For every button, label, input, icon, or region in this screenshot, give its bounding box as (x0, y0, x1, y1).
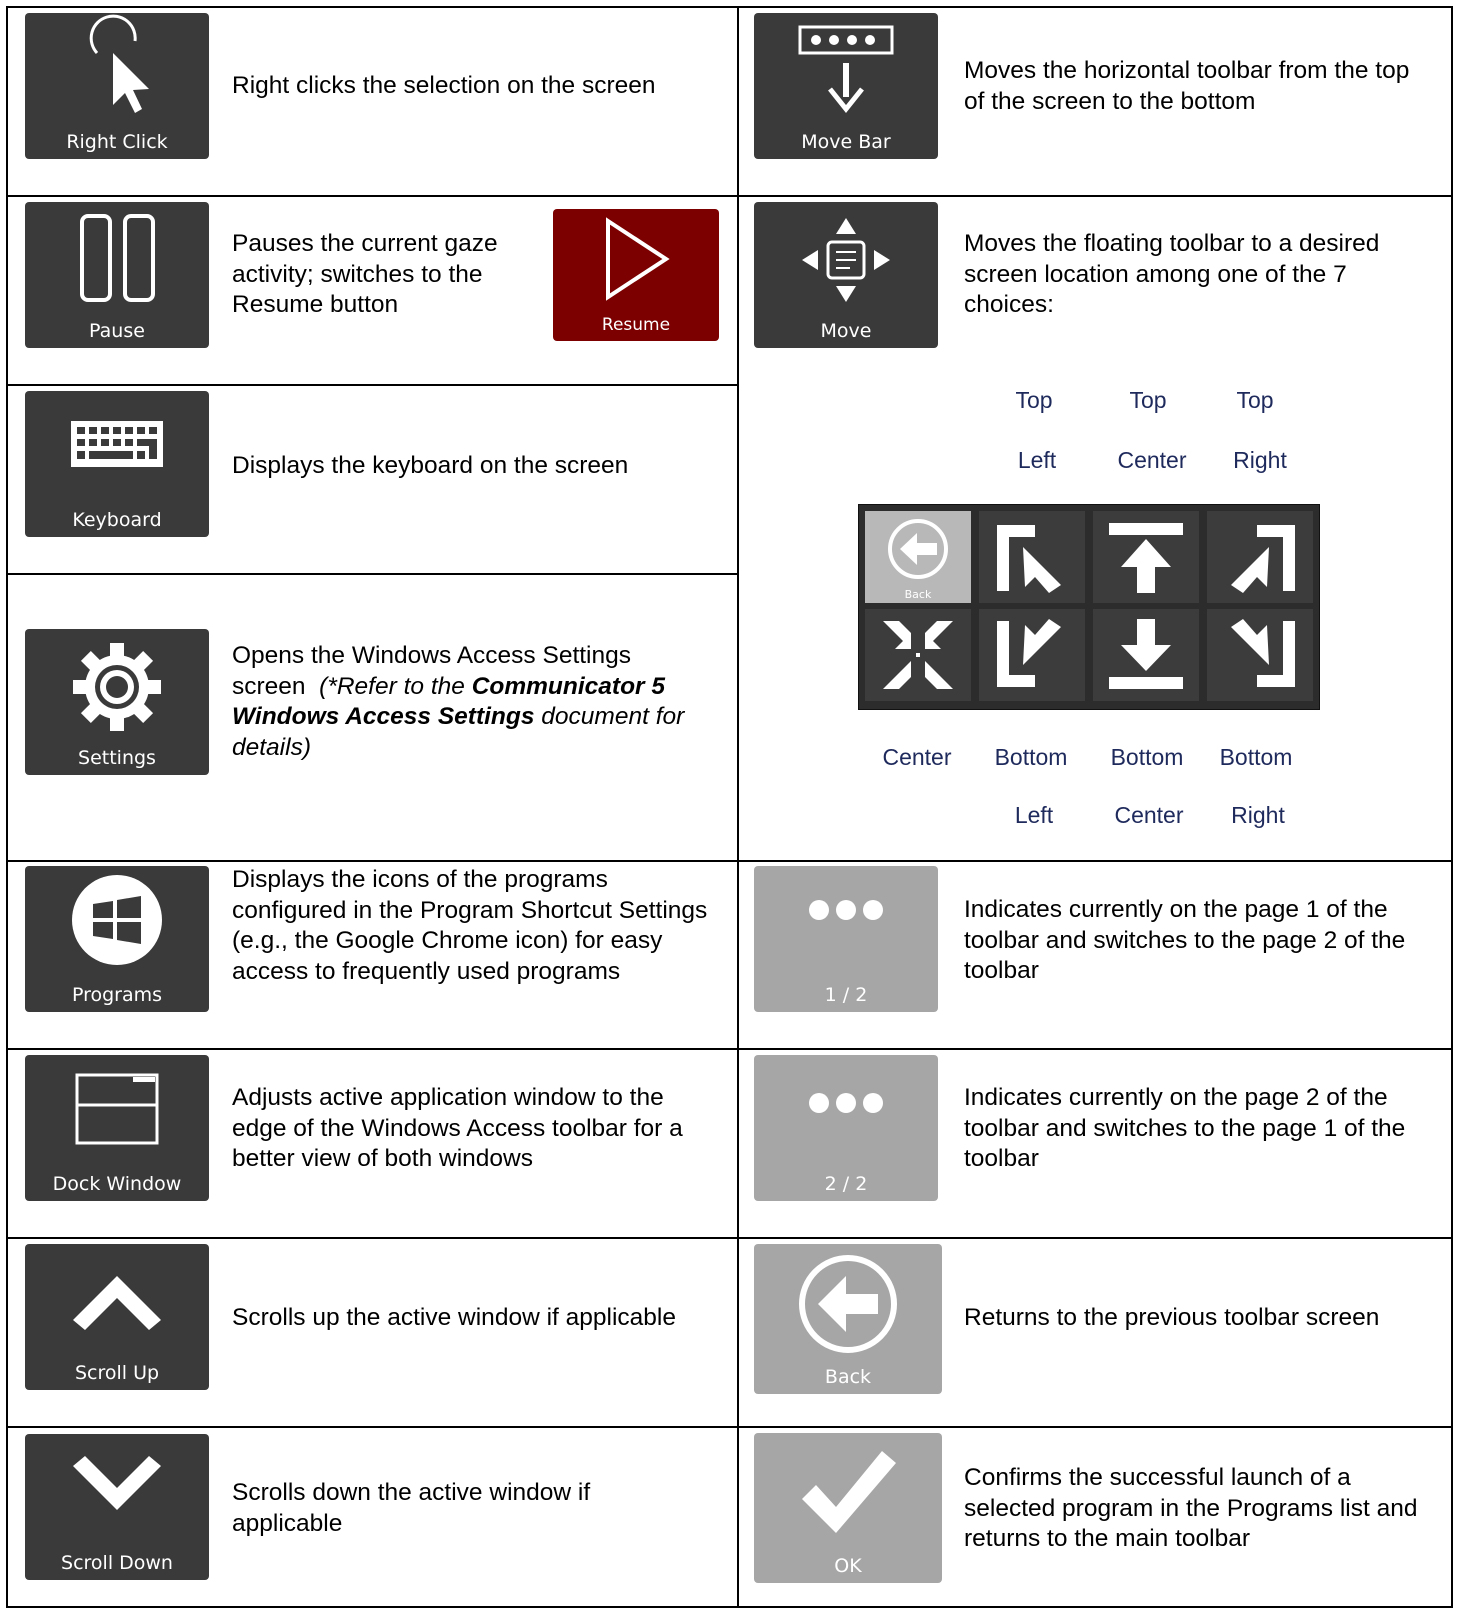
top-center-tile (1093, 511, 1199, 603)
settings-desc-document-title: Communicator 5 Windows Access Settings (232, 672, 665, 730)
row-divider (6, 195, 1453, 197)
checkmark-icon (754, 1433, 942, 1543)
windows-logo-icon (25, 866, 209, 976)
scroll-up-button (25, 1244, 209, 1390)
move-button (754, 202, 938, 348)
back-description: Returns to the previous toolbar screen (964, 1304, 1380, 1331)
position-top-center-line1: Top (1129, 387, 1167, 413)
settings-button (25, 629, 209, 775)
play-icon (553, 209, 719, 309)
settings-desc-italic-close: document for details) (232, 703, 685, 761)
button-label: Move Bar (801, 131, 891, 153)
pause-icon (25, 202, 209, 312)
panel-back-tile (865, 511, 971, 603)
button-label: Resume (601, 315, 671, 335)
button-label: Move (820, 320, 872, 342)
keyboard-button (25, 391, 209, 537)
position-top-left-line1: Top (1015, 387, 1053, 413)
position-bottom-center-line1: Bottom (1110, 744, 1184, 770)
dock-window-description: Adjusts active application window to the edge of the Windows Access toolbar for a better view of both windows (232, 1084, 683, 1172)
button-label: Right Click (66, 131, 168, 153)
page-1-description: Indicates currently on the page 1 of the toolbar and switches to the page 2 of the toolbar (964, 896, 1406, 984)
settings-desc-plain: Opens the Windows Access Settings screen (232, 642, 631, 700)
scroll-down-button (25, 1434, 209, 1580)
move-position-panel (858, 504, 1320, 710)
position-bottom-left-line2: Left (1014, 802, 1054, 828)
position-bottom-center-line2: Center (1114, 802, 1184, 828)
row-divider (6, 1426, 1453, 1428)
position-top-right-line2: Right (1233, 447, 1287, 473)
button-label: Scroll Down (61, 1552, 173, 1574)
button-label: Dock Window (52, 1173, 182, 1195)
center-tile (865, 609, 971, 701)
pause-description: Pauses the current gaze activity; switches to the Resume button (232, 230, 498, 318)
page-2-description: Indicates currently on the page 2 of the toolbar and switches to the page 1 of the toolbar (964, 1084, 1406, 1172)
bottom-center-tile (1093, 609, 1199, 701)
cursor-arrow-icon (25, 13, 209, 123)
top-left-tile (979, 511, 1085, 603)
chevron-up-icon (25, 1244, 209, 1354)
move-bar-button (754, 13, 938, 159)
arrow-down-left-icon (979, 609, 1085, 701)
arrow-down-icon (1093, 609, 1199, 701)
programs-description: Displays the icons of the programs configured in the Program Shortcut Settings (e.g., the Google Chrome icon) for easy access to frequently used programs (232, 866, 708, 985)
keyboard-description: Displays the keyboard on the screen (232, 452, 629, 479)
scroll-up-description: Scrolls up the active window if applicable (232, 1304, 676, 1331)
resume-button (553, 209, 719, 341)
position-bottom-right-line1: Bottom (1219, 744, 1293, 770)
bottom-right-tile (1207, 609, 1313, 701)
button-label: Keyboard (72, 509, 162, 531)
more-dots-icon (754, 866, 938, 976)
position-top-center-line2: Center (1117, 447, 1187, 473)
page-1-button (754, 866, 938, 1012)
button-label: Settings (78, 747, 156, 769)
position-bottom-left-line1: Bottom (994, 744, 1068, 770)
move-bar-icon (754, 13, 938, 123)
row-divider (6, 1237, 1453, 1239)
row-divider (6, 384, 738, 386)
right-click-button (25, 13, 209, 159)
position-top-left-line2: Left (1017, 447, 1057, 473)
top-right-tile (1207, 511, 1313, 603)
arrow-up-left-icon (979, 511, 1085, 603)
position-top-right-line1: Top (1236, 387, 1274, 413)
position-center: Center (882, 744, 952, 770)
arrow-down-right-icon (1207, 609, 1313, 701)
back-arrow-icon (754, 1244, 942, 1354)
column-divider (737, 6, 739, 1608)
programs-button (25, 866, 209, 1012)
panel-back-label: Back (904, 588, 932, 601)
row-divider (6, 573, 738, 575)
ok-description: Confirms the successful launch of a selected program in the Programs list and returns to the main toolbar (964, 1464, 1418, 1552)
move-arrows-icon (754, 202, 938, 312)
button-label: Back (824, 1366, 872, 1388)
gear-icon (25, 629, 209, 739)
arrow-up-right-icon (1207, 511, 1313, 603)
button-label: Pause (89, 320, 145, 342)
button-label: Scroll Up (74, 1362, 160, 1384)
settings-description (232, 641, 712, 763)
chevron-down-icon (25, 1434, 209, 1544)
scroll-down-description: Scrolls down the active window if applicable (232, 1479, 591, 1537)
settings-desc-italic-open: (*Refer to the (319, 672, 472, 700)
window-icon (25, 1055, 209, 1165)
arrow-up-icon (1093, 511, 1199, 603)
dock-window-button (25, 1055, 209, 1201)
keyboard-icon (25, 391, 209, 501)
ok-button (754, 1433, 942, 1583)
button-label: Programs (71, 984, 163, 1006)
page-2-button (754, 1055, 938, 1201)
pause-button (25, 202, 209, 348)
row-divider (6, 1048, 1453, 1050)
bottom-left-tile (979, 609, 1085, 701)
button-label: OK (834, 1555, 862, 1577)
back-button (754, 1244, 942, 1394)
button-label: 1 / 2 (824, 984, 868, 1006)
move-bar-description: Moves the horizontal toolbar from the top of the screen to the bottom (964, 57, 1410, 115)
more-dots-icon (754, 1055, 938, 1165)
center-arrows-icon (865, 609, 971, 701)
move-description: Moves the floating toolbar to a desired screen location among one of the 7 choices: (964, 230, 1380, 318)
position-bottom-right-line2: Right (1231, 802, 1285, 828)
button-label: 2 / 2 (824, 1173, 868, 1195)
row-divider (6, 860, 1453, 862)
right-click-description: Right clicks the selection on the screen (232, 72, 656, 99)
